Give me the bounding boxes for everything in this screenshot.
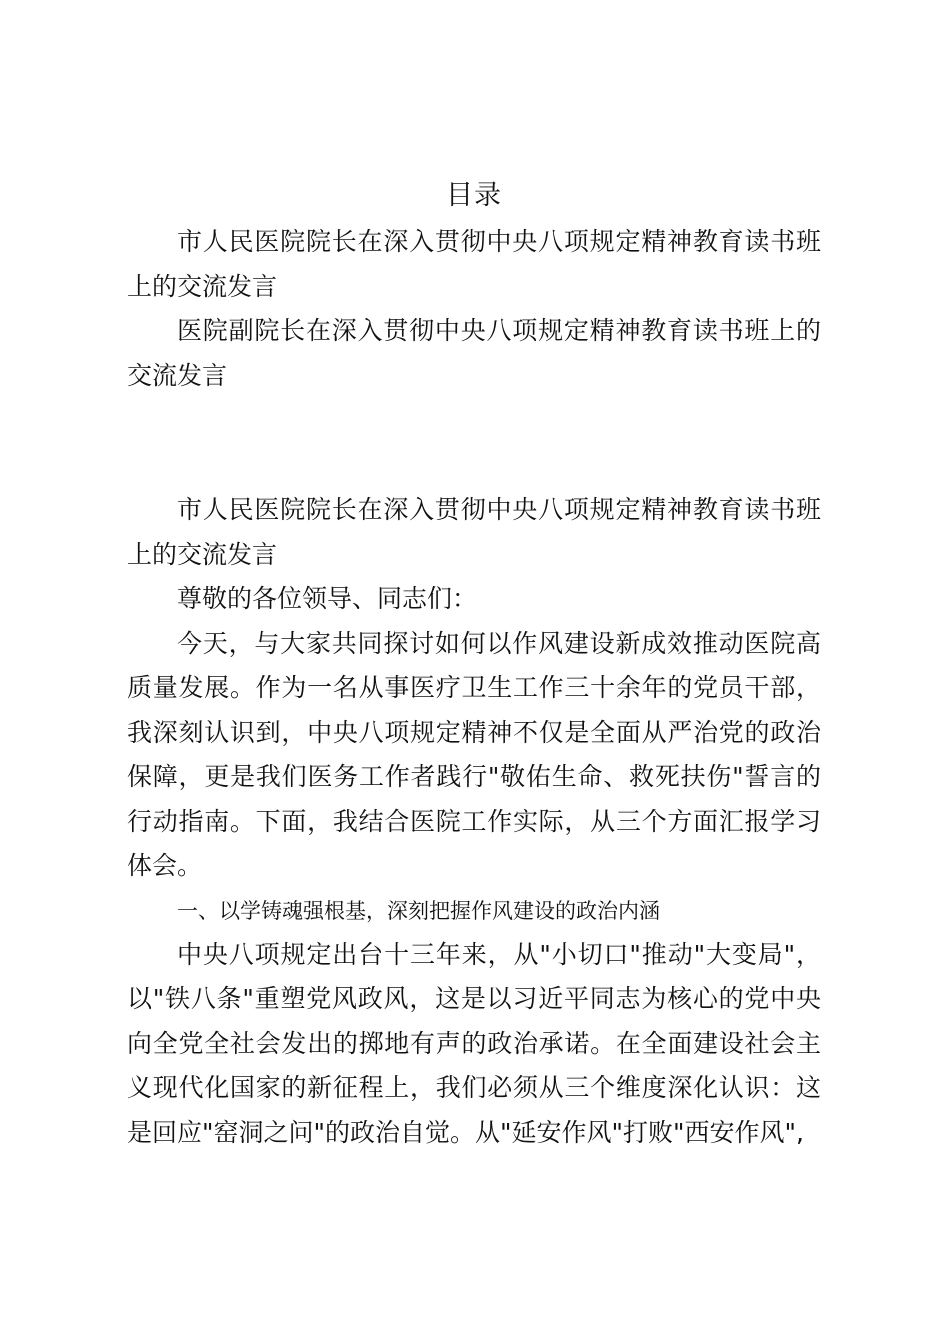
toc-title: 目录 xyxy=(446,180,502,211)
article-title: 市人民医院院长在深入贯彻中央八项规定精神教育读书班上的交流发言 xyxy=(127,495,821,569)
salutation: 尊敬的各位领导、同志们： xyxy=(177,584,478,613)
section-1-body: 中央八项规定出台十三年来，从"小切口"推动"大变局"，以"铁八条"重塑党风政风，这是以习近平同志为核心的党中央向全党全社会发出的掷地有声的政治承诺。在全面建设社会主义现代化国家的新征程上，我们必须从三个维度深化认识：这是回应"窑洞之问"的政治自觉。从"延安作风"打败"西安作风", xyxy=(127,939,821,1147)
section-spacer xyxy=(127,398,821,488)
section-heading-1: 一、以学铸魂强根基，深刻把握作风建设的政治内涵 xyxy=(177,898,660,923)
intro-paragraph: 今天，与大家共同探讨如何以作风建设新成效推动医院高质量发展。作为一名从事医疗卫生工作三十余年的党员干部，我深刻认识到，中央八项规定精神不仅是全面从严治党的政治保障，更是我们医务工作者践行"敬佑生命、救死扶伤"誓言的行动指南。下面，我结合医院工作实际，从三个方面汇报学习体会。 xyxy=(127,628,821,880)
document-content xyxy=(127,172,821,1155)
toc-entry-2: 医院副院长在深入贯彻中央八项规定精神教育读书班上的交流发言 xyxy=(127,316,821,390)
toc-entry-1: 市人民医院院长在深入贯彻中央八项规定精神教育读书班上的交流发言 xyxy=(127,227,821,301)
